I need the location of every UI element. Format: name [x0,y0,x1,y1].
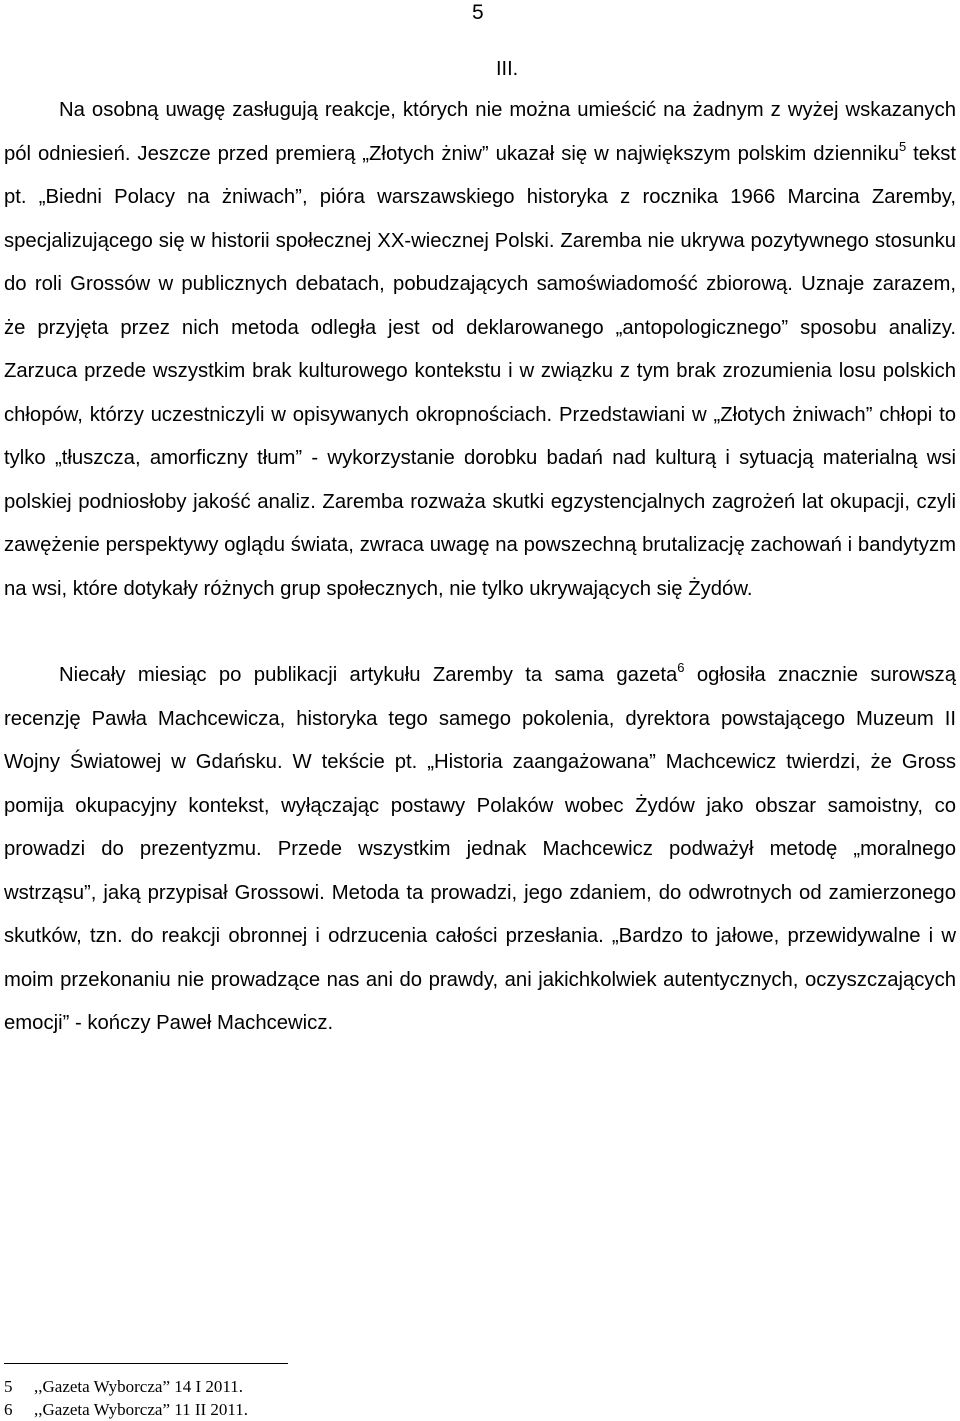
footnote-text: ,,Gazeta Wyborcza” 11 II 2011. [34,1400,249,1419]
footnote-6 [4,1398,604,1421]
section-heading: III. [496,58,519,80]
footnote-text: ,,Gazeta Wyborcza” 14 I 2011. [34,1377,244,1396]
page-number: 5 [472,1,484,24]
footnote-number: 6 [4,1400,13,1419]
paragraph-1-text-a: Na osobną uwagę zasługują reakcje, których nie można umieścić na żadnym z wyżej wskazanych pól odniesień. Jeszcze przed premierą „Złotych żniw” ukazał się w największym polskim dzienniku [4,99,956,165]
footnote-ref-5: 5 [898,138,907,154]
paragraph-1-text-b: tekst pt. „Biedni Polacy na żniwach”, pióra warszawskiego historyka z rocznika 1966 Marcina Zaremby, specjalizującego się w historii społecznej XX-wiecznej Polski. Zaremba nie ukrywa pozytywnego stosunku do roli Grossów w publicznych debatach, pobudzających samoświadomość zbiorową. Uznaje zarazem, że przyjęta przez nich metoda odległa jest od deklarowanego „antopologicznego” sposobu analizy. Zarzuca przede wszystkim brak kulturowego kontekstu i w związku z tym brak zrozumienia losu polskich chłopów, którzy uczestniczyli w opisywanych okropnościach. Przedstawiani w „Złotych żniwach” chłopi to tylko „tłuszcza, amorficzny tłum” - wykorzystanie dorobku badań nad kulturą i sytuacją materialną wsi polskiej podniosłoby jakość analiz. Zaremba rozważa skutki egzystencjalnych zagrożeń lat okupacji, czyli zawężenie perspektywy oglądu świata, zwraca uwagę na powszechną brutalizację zachowań i bandytyzm na wsi, które dotykały różnych grup społecznych, nie tylko ukrywających się Żydów. [4,142,956,600]
paragraph-2-text-a: Niecały miesiąc po publikacji artykułu Zaremby ta sama gazeta [59,664,678,686]
footnotes [4,1375,604,1421]
paragraph-2-text-b: ogłosiła znacznie surowszą recenzję Pawła Machcewicza, historyka tego samego pokolenia, dyrektora powstającego Muzeum II Wojny Światowej w Gdańsku. W tekście pt. „Historia zaangażowana” Machcewicz twierdzi, że Gross pomija okupacyjny kontekst, wyłączając postawy Polaków wobec Żydów jako obszar samoistny, co prowadzi do prezentyzmu. Przede wszystkim jednak Machcewicz podważył metodę „moralnego wstrząsu”, jaką przypisał Grossowi. Metoda ta prowadzi, jego zdaniem, do odwrotnych od zamierzonego skutków, tzn. do reakcji obronnej i odrzucenia całości przesłania. „Bardzo to jałowe, przewidywalne i w moim przekonaniu nie prowadzące nas ani do prawdy, ani jakichkolwiek autentycznych, oczyszczających emocji” - kończy Paweł Machcewicz. [4,664,956,1034]
footnote-5 [4,1375,604,1398]
paragraph-2 [4,654,956,1046]
footnote-ref-6: 6 [677,660,685,675]
paragraph-1 [4,89,956,611]
footnote-number: 5 [4,1377,13,1396]
footnote-separator [4,1363,288,1364]
